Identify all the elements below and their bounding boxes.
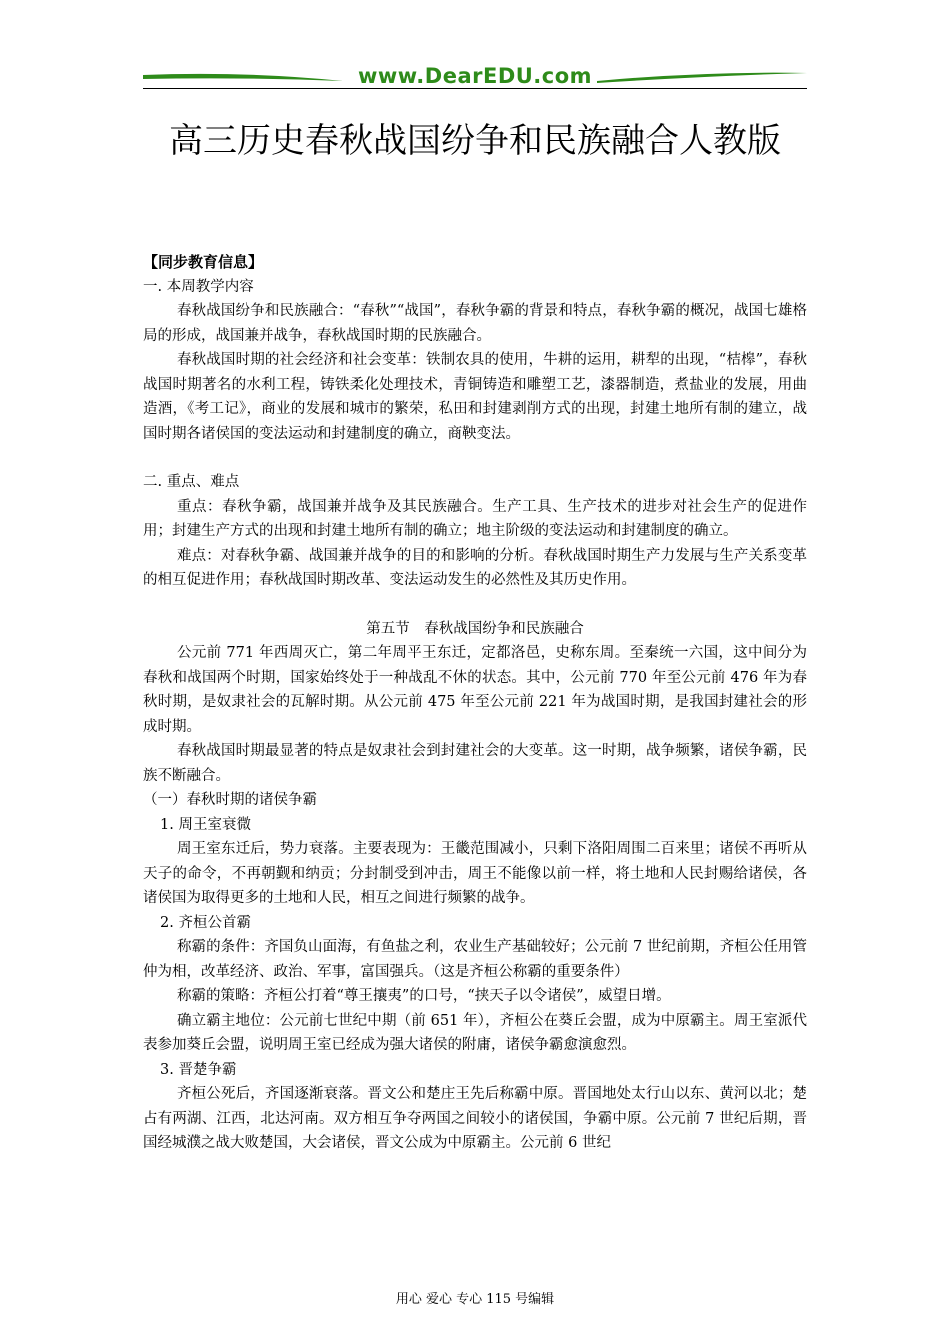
subsection-heading: （一）春秋时期的诸侯争霸 xyxy=(143,792,317,808)
spacer xyxy=(143,593,807,617)
paragraph: 确立霸主地位：公元前七世纪中期（前 651 年），齐桓公在葵丘会盟，成为中原霸主。周王室派代表参加葵丘会盟，说明周王室已经成为强大诸侯的附庸，诸侯争霸愈演愈烈。 xyxy=(143,1012,807,1053)
paragraph: 称霸的策略：齐桓公打着“尊王攘夷”的口号，“挟天子以令诸侯”，威望日增。 xyxy=(177,988,671,1004)
item-heading: 1. 周王室衰微 xyxy=(160,816,251,833)
document-title: 高三历史春秋战国纷争和民族融合人教版 xyxy=(169,121,781,161)
site-logo[interactable]: www.DearEDU.com xyxy=(357,64,593,88)
paragraph: 周王室东迁后，势力衰落。主要表现为：王畿范围减小，只剩下洛阳周围二百来里；诸侯不再听从天子的命令，不再朝觐和纳贡；分封制受到冲击，周王不能像以前一样，将土地和人民封赐给诸侯，各诸侯国为取得更多的土地和人民，相互之间进行频繁的战争。 xyxy=(143,841,807,906)
week-heading: 一. 本周教学内容 xyxy=(143,278,254,295)
document-body xyxy=(143,250,807,1156)
chapter-title: 第五节 春秋战国纷争和民族融合 xyxy=(366,620,584,637)
right-swoosh-icon xyxy=(597,69,807,85)
paragraph: 难点：对春秋争霸、战国兼并战争的目的和影响的分析。春秋战国时期生产力发展与生产关系变革的相互促进作用；春秋战国时期改革、变法运动发生的必然性及其历史作用。 xyxy=(143,547,807,588)
paragraph: 齐桓公死后，齐国逐渐衰落。晋文公和楚庄王先后称霸中原。晋国地处太行山以东、黄河以北；楚占有两湖、江西，北达河南。双方相互争夺两国之间较小的诸侯国，争霸中原。公元前 7 世纪后期，晋国经城濮之战大败楚国，大会诸侯，晋文公成为中原霸主。公元前 6 世纪 xyxy=(143,1086,807,1151)
site-header xyxy=(143,62,807,94)
item-heading: 2. 齐桓公首霸 xyxy=(160,914,251,931)
paragraph: 春秋战国时期的社会经济和社会变革：铁制农具的使用，牛耕的运用，耕犁的出现，“桔槔”，春秋战国时期著名的水利工程，铸铁柔化处理技术，青铜铸造和雕塑工艺，漆器制造，煮盐业的发展，用曲造酒，《考工记》，商业的发展和城市的繁荣，私田和封建剥削方式的出现，封建土地所有制的建立，战国时期各诸侯国的变法运动和封建制度的确立，商鞅变法。 xyxy=(143,352,807,442)
paragraph: 公元前 771 年西周灭亡，第二年周平王东迁，定都洛邑，史称东周。至秦统一六国，这中间分为春秋和战国两个时期，国家始终处于一种战乱不休的状态。其中，公元前 770 年至公元前 476 年为春秋时期，是奴隶社会的瓦解时期。从公元前 475 年至公元前 221 年为战国时期，是我国封建社会的形成时期。 xyxy=(143,645,807,735)
key-heading: 二. 重点、难点 xyxy=(143,474,240,490)
item-heading: 3. 晋楚争霸 xyxy=(160,1061,237,1078)
paragraph: 春秋战国时期最显著的特点是奴隶社会到封建社会的大变革。这一时期，战争频繁，诸侯争霸，民族不断融合。 xyxy=(143,743,807,784)
paragraph: 重点：春秋争霸，战国兼并战争及其民族融合。生产工具、生产技术的进步对社会生产的促进作用；封建生产方式的出现和封建土地所有制的确立；地主阶级的变法运动和封建制度的确立。 xyxy=(143,498,807,539)
sync-info-heading: 【同步教育信息】 xyxy=(143,253,264,271)
header-rule xyxy=(143,88,807,89)
spacer xyxy=(143,446,807,470)
paragraph: 春秋战国纷争和民族融合：“春秋”“战国”，春秋争霸的背景和特点，春秋争霸的概况，战国七雄格局的形成，战国兼并战争，春秋战国时期的民族融合。 xyxy=(143,303,807,344)
page-footer: 用心 爱心 专心 115 号编辑 xyxy=(395,1292,555,1307)
paragraph: 称霸的条件：齐国负山面海，有鱼盐之利，农业生产基础较好；公元前 7 世纪前期，齐桓公任用管仲为相，改革经济、政治、军事，富国强兵。（这是齐桓公称霸的重要条件） xyxy=(143,939,807,980)
